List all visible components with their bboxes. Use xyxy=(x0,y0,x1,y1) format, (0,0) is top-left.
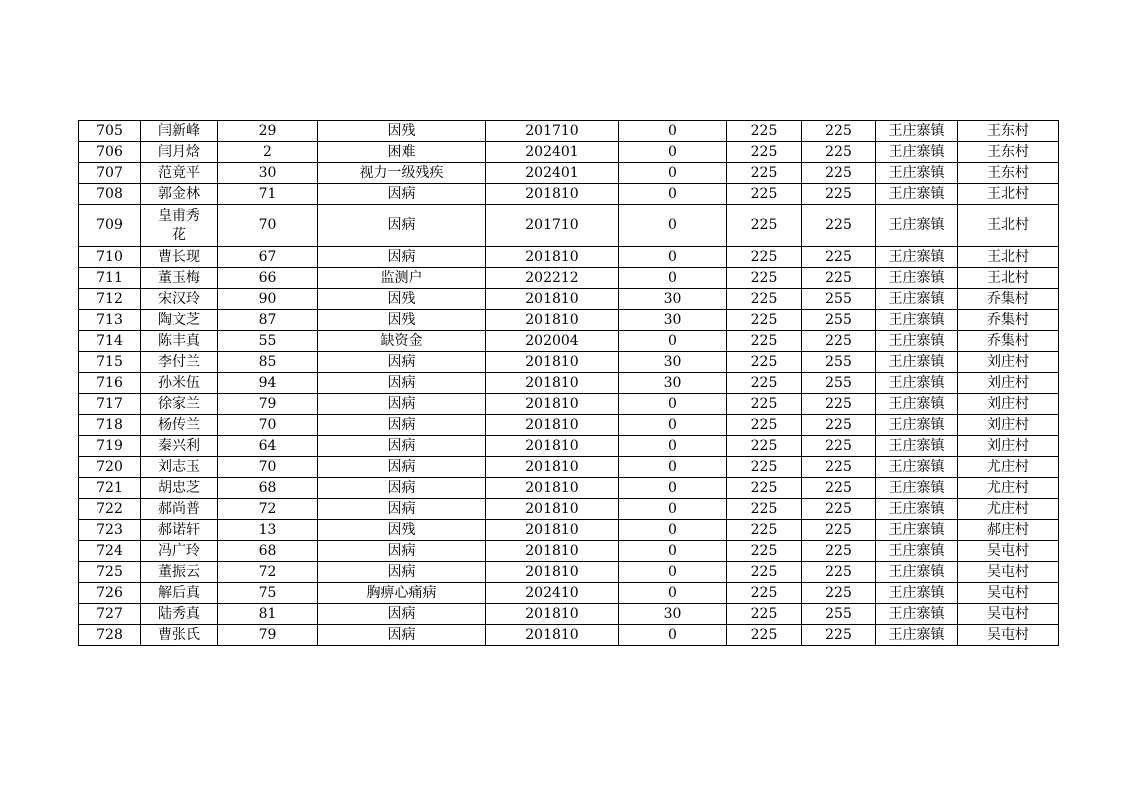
date-cell: 201710 xyxy=(486,205,619,247)
village-cell: 王北村 xyxy=(958,268,1059,289)
age-cell: 90 xyxy=(218,289,318,310)
extra-amount-cell: 0 xyxy=(619,499,727,520)
row-number-cell: 713 xyxy=(79,310,141,331)
village-cell: 王东村 xyxy=(958,163,1059,184)
age-cell: 64 xyxy=(218,436,318,457)
village-cell: 乔集村 xyxy=(958,289,1059,310)
table-row xyxy=(79,268,1059,289)
date-cell: 201810 xyxy=(486,247,619,268)
table-row xyxy=(79,625,1059,646)
extra-amount-cell: 0 xyxy=(619,436,727,457)
village-cell: 郝庄村 xyxy=(958,520,1059,541)
table-row xyxy=(79,247,1059,268)
base-amount-cell: 225 xyxy=(727,478,802,499)
town-cell: 王庄寨镇 xyxy=(876,205,958,247)
base-amount-cell: 225 xyxy=(727,205,802,247)
total-amount-cell: 225 xyxy=(802,478,876,499)
reason-cell: 因病 xyxy=(318,373,486,394)
village-cell: 吴屯村 xyxy=(958,583,1059,604)
reason-cell: 因病 xyxy=(318,457,486,478)
name-cell: 郝尚普 xyxy=(141,499,218,520)
town-cell: 王庄寨镇 xyxy=(876,604,958,625)
age-cell: 70 xyxy=(218,205,318,247)
total-amount-cell: 225 xyxy=(802,205,876,247)
table-row xyxy=(79,520,1059,541)
town-cell: 王庄寨镇 xyxy=(876,352,958,373)
row-number-cell: 710 xyxy=(79,247,141,268)
village-cell: 王东村 xyxy=(958,142,1059,163)
age-cell: 70 xyxy=(218,415,318,436)
village-cell: 王东村 xyxy=(958,121,1059,142)
name-cell: 杨传兰 xyxy=(141,415,218,436)
age-cell: 87 xyxy=(218,310,318,331)
total-amount-cell: 225 xyxy=(802,184,876,205)
row-number-cell: 724 xyxy=(79,541,141,562)
date-cell: 201810 xyxy=(486,478,619,499)
reason-cell: 因病 xyxy=(318,478,486,499)
town-cell: 王庄寨镇 xyxy=(876,478,958,499)
total-amount-cell: 225 xyxy=(802,121,876,142)
town-cell: 王庄寨镇 xyxy=(876,142,958,163)
age-cell: 30 xyxy=(218,163,318,184)
table-row xyxy=(79,583,1059,604)
base-amount-cell: 225 xyxy=(727,625,802,646)
extra-amount-cell: 0 xyxy=(619,184,727,205)
age-cell: 67 xyxy=(218,247,318,268)
total-amount-cell: 225 xyxy=(802,499,876,520)
age-cell: 85 xyxy=(218,352,318,373)
extra-amount-cell: 0 xyxy=(619,394,727,415)
town-cell: 王庄寨镇 xyxy=(876,184,958,205)
row-number-cell: 709 xyxy=(79,205,141,247)
village-cell: 吴屯村 xyxy=(958,604,1059,625)
total-amount-cell: 225 xyxy=(802,457,876,478)
extra-amount-cell: 0 xyxy=(619,583,727,604)
row-number-cell: 714 xyxy=(79,331,141,352)
table-row xyxy=(79,373,1059,394)
date-cell: 202401 xyxy=(486,163,619,184)
table-row xyxy=(79,394,1059,415)
town-cell: 王庄寨镇 xyxy=(876,163,958,184)
name-cell: 陆秀真 xyxy=(141,604,218,625)
table-row xyxy=(79,541,1059,562)
table-row xyxy=(79,352,1059,373)
extra-amount-cell: 0 xyxy=(619,268,727,289)
name-cell: 曹张氏 xyxy=(141,625,218,646)
village-cell: 吴屯村 xyxy=(958,562,1059,583)
total-amount-cell: 225 xyxy=(802,163,876,184)
date-cell: 202401 xyxy=(486,142,619,163)
town-cell: 王庄寨镇 xyxy=(876,625,958,646)
base-amount-cell: 225 xyxy=(727,436,802,457)
date-cell: 201810 xyxy=(486,436,619,457)
base-amount-cell: 225 xyxy=(727,604,802,625)
town-cell: 王庄寨镇 xyxy=(876,268,958,289)
age-cell: 81 xyxy=(218,604,318,625)
roster-table xyxy=(78,120,1059,646)
name-cell: 冯广玲 xyxy=(141,541,218,562)
reason-cell: 因残 xyxy=(318,121,486,142)
base-amount-cell: 225 xyxy=(727,520,802,541)
village-cell: 刘庄村 xyxy=(958,373,1059,394)
total-amount-cell: 255 xyxy=(802,352,876,373)
row-number-cell: 726 xyxy=(79,583,141,604)
date-cell: 201810 xyxy=(486,373,619,394)
row-number-cell: 728 xyxy=(79,625,141,646)
total-amount-cell: 225 xyxy=(802,415,876,436)
total-amount-cell: 225 xyxy=(802,142,876,163)
town-cell: 王庄寨镇 xyxy=(876,499,958,520)
reason-cell: 因病 xyxy=(318,541,486,562)
age-cell: 94 xyxy=(218,373,318,394)
extra-amount-cell: 0 xyxy=(619,142,727,163)
date-cell: 201810 xyxy=(486,184,619,205)
town-cell: 王庄寨镇 xyxy=(876,520,958,541)
age-cell: 2 xyxy=(218,142,318,163)
age-cell: 68 xyxy=(218,541,318,562)
reason-cell: 因病 xyxy=(318,625,486,646)
extra-amount-cell: 0 xyxy=(619,121,727,142)
date-cell: 201710 xyxy=(486,121,619,142)
row-number-cell: 722 xyxy=(79,499,141,520)
table-row xyxy=(79,205,1059,247)
village-cell: 王北村 xyxy=(958,247,1059,268)
total-amount-cell: 225 xyxy=(802,331,876,352)
base-amount-cell: 225 xyxy=(727,352,802,373)
village-cell: 刘庄村 xyxy=(958,352,1059,373)
table-row xyxy=(79,142,1059,163)
village-cell: 吴屯村 xyxy=(958,541,1059,562)
reason-cell: 因残 xyxy=(318,310,486,331)
table-row xyxy=(79,478,1059,499)
date-cell: 202004 xyxy=(486,331,619,352)
reason-cell: 因病 xyxy=(318,562,486,583)
table-row xyxy=(79,436,1059,457)
age-cell: 70 xyxy=(218,457,318,478)
name-cell: 郭金林 xyxy=(141,184,218,205)
reason-cell: 因残 xyxy=(318,520,486,541)
reason-cell: 因病 xyxy=(318,205,486,247)
name-cell: 孙米伍 xyxy=(141,373,218,394)
base-amount-cell: 225 xyxy=(727,541,802,562)
row-number-cell: 721 xyxy=(79,478,141,499)
row-number-cell: 723 xyxy=(79,520,141,541)
base-amount-cell: 225 xyxy=(727,331,802,352)
age-cell: 75 xyxy=(218,583,318,604)
name-cell: 刘志玉 xyxy=(141,457,218,478)
village-cell: 王北村 xyxy=(958,184,1059,205)
total-amount-cell: 225 xyxy=(802,436,876,457)
row-number-cell: 716 xyxy=(79,373,141,394)
base-amount-cell: 225 xyxy=(727,163,802,184)
date-cell: 201810 xyxy=(486,289,619,310)
date-cell: 201810 xyxy=(486,394,619,415)
roster-body xyxy=(79,121,1059,646)
date-cell: 201810 xyxy=(486,604,619,625)
reason-cell: 困难 xyxy=(318,142,486,163)
age-cell: 29 xyxy=(218,121,318,142)
date-cell: 201810 xyxy=(486,520,619,541)
row-number-cell: 706 xyxy=(79,142,141,163)
name-cell: 胡忠芝 xyxy=(141,478,218,499)
base-amount-cell: 225 xyxy=(727,142,802,163)
table-row xyxy=(79,184,1059,205)
extra-amount-cell: 30 xyxy=(619,310,727,331)
village-cell: 尤庄村 xyxy=(958,457,1059,478)
age-cell: 72 xyxy=(218,562,318,583)
extra-amount-cell: 0 xyxy=(619,247,727,268)
base-amount-cell: 225 xyxy=(727,457,802,478)
town-cell: 王庄寨镇 xyxy=(876,289,958,310)
name-cell: 皇甫秀花 xyxy=(141,205,218,247)
name-cell: 范竟平 xyxy=(141,163,218,184)
extra-amount-cell: 0 xyxy=(619,478,727,499)
date-cell: 201810 xyxy=(486,625,619,646)
name-cell: 陶文芝 xyxy=(141,310,218,331)
total-amount-cell: 225 xyxy=(802,394,876,415)
village-cell: 王北村 xyxy=(958,205,1059,247)
table-row xyxy=(79,331,1059,352)
town-cell: 王庄寨镇 xyxy=(876,562,958,583)
age-cell: 68 xyxy=(218,478,318,499)
age-cell: 79 xyxy=(218,625,318,646)
reason-cell: 监测户 xyxy=(318,268,486,289)
extra-amount-cell: 30 xyxy=(619,352,727,373)
reason-cell: 因病 xyxy=(318,415,486,436)
row-number-cell: 715 xyxy=(79,352,141,373)
row-number-cell: 718 xyxy=(79,415,141,436)
base-amount-cell: 225 xyxy=(727,310,802,331)
total-amount-cell: 225 xyxy=(802,583,876,604)
reason-cell: 胸痹心痛病 xyxy=(318,583,486,604)
total-amount-cell: 225 xyxy=(802,541,876,562)
base-amount-cell: 225 xyxy=(727,415,802,436)
town-cell: 王庄寨镇 xyxy=(876,121,958,142)
name-cell: 郝诺轩 xyxy=(141,520,218,541)
total-amount-cell: 255 xyxy=(802,373,876,394)
town-cell: 王庄寨镇 xyxy=(876,373,958,394)
reason-cell: 视力一级残疾 xyxy=(318,163,486,184)
date-cell: 202410 xyxy=(486,583,619,604)
base-amount-cell: 225 xyxy=(727,583,802,604)
age-cell: 79 xyxy=(218,394,318,415)
reason-cell: 因病 xyxy=(318,499,486,520)
extra-amount-cell: 30 xyxy=(619,289,727,310)
table-row xyxy=(79,289,1059,310)
town-cell: 王庄寨镇 xyxy=(876,310,958,331)
table-row xyxy=(79,415,1059,436)
row-number-cell: 711 xyxy=(79,268,141,289)
name-cell: 董振云 xyxy=(141,562,218,583)
base-amount-cell: 225 xyxy=(727,394,802,415)
total-amount-cell: 225 xyxy=(802,247,876,268)
table-row xyxy=(79,604,1059,625)
row-number-cell: 727 xyxy=(79,604,141,625)
row-number-cell: 720 xyxy=(79,457,141,478)
date-cell: 201810 xyxy=(486,562,619,583)
reason-cell: 因病 xyxy=(318,394,486,415)
row-number-cell: 708 xyxy=(79,184,141,205)
reason-cell: 缺资金 xyxy=(318,331,486,352)
name-cell: 陈丰真 xyxy=(141,331,218,352)
row-number-cell: 705 xyxy=(79,121,141,142)
base-amount-cell: 225 xyxy=(727,562,802,583)
name-cell: 闫新峰 xyxy=(141,121,218,142)
age-cell: 66 xyxy=(218,268,318,289)
extra-amount-cell: 0 xyxy=(619,415,727,436)
date-cell: 201810 xyxy=(486,310,619,331)
base-amount-cell: 225 xyxy=(727,289,802,310)
extra-amount-cell: 30 xyxy=(619,373,727,394)
town-cell: 王庄寨镇 xyxy=(876,541,958,562)
reason-cell: 因病 xyxy=(318,352,486,373)
town-cell: 王庄寨镇 xyxy=(876,247,958,268)
total-amount-cell: 255 xyxy=(802,604,876,625)
reason-cell: 因残 xyxy=(318,289,486,310)
reason-cell: 因病 xyxy=(318,247,486,268)
table-row xyxy=(79,310,1059,331)
row-number-cell: 725 xyxy=(79,562,141,583)
extra-amount-cell: 0 xyxy=(619,457,727,478)
extra-amount-cell: 0 xyxy=(619,163,727,184)
total-amount-cell: 255 xyxy=(802,289,876,310)
date-cell: 201810 xyxy=(486,499,619,520)
extra-amount-cell: 0 xyxy=(619,562,727,583)
name-cell: 闫月焓 xyxy=(141,142,218,163)
village-cell: 尤庄村 xyxy=(958,499,1059,520)
name-cell: 徐家兰 xyxy=(141,394,218,415)
age-cell: 55 xyxy=(218,331,318,352)
base-amount-cell: 225 xyxy=(727,268,802,289)
table-row xyxy=(79,562,1059,583)
row-number-cell: 712 xyxy=(79,289,141,310)
base-amount-cell: 225 xyxy=(727,184,802,205)
town-cell: 王庄寨镇 xyxy=(876,436,958,457)
village-cell: 刘庄村 xyxy=(958,436,1059,457)
village-cell: 乔集村 xyxy=(958,310,1059,331)
total-amount-cell: 225 xyxy=(802,520,876,541)
town-cell: 王庄寨镇 xyxy=(876,415,958,436)
table-row xyxy=(79,457,1059,478)
base-amount-cell: 225 xyxy=(727,499,802,520)
total-amount-cell: 255 xyxy=(802,310,876,331)
date-cell: 202212 xyxy=(486,268,619,289)
extra-amount-cell: 30 xyxy=(619,604,727,625)
base-amount-cell: 225 xyxy=(727,373,802,394)
town-cell: 王庄寨镇 xyxy=(876,394,958,415)
town-cell: 王庄寨镇 xyxy=(876,583,958,604)
reason-cell: 因病 xyxy=(318,436,486,457)
table-row xyxy=(79,121,1059,142)
date-cell: 201810 xyxy=(486,352,619,373)
village-cell: 尤庄村 xyxy=(958,478,1059,499)
name-cell: 解后真 xyxy=(141,583,218,604)
reason-cell: 因病 xyxy=(318,184,486,205)
extra-amount-cell: 0 xyxy=(619,331,727,352)
base-amount-cell: 225 xyxy=(727,121,802,142)
row-number-cell: 717 xyxy=(79,394,141,415)
town-cell: 王庄寨镇 xyxy=(876,331,958,352)
age-cell: 72 xyxy=(218,499,318,520)
village-cell: 刘庄村 xyxy=(958,415,1059,436)
village-cell: 刘庄村 xyxy=(958,394,1059,415)
extra-amount-cell: 0 xyxy=(619,625,727,646)
name-cell: 董玉梅 xyxy=(141,268,218,289)
age-cell: 71 xyxy=(218,184,318,205)
name-cell: 李付兰 xyxy=(141,352,218,373)
extra-amount-cell: 0 xyxy=(619,541,727,562)
name-cell: 曹长现 xyxy=(141,247,218,268)
base-amount-cell: 225 xyxy=(727,247,802,268)
date-cell: 201810 xyxy=(486,457,619,478)
table-row xyxy=(79,163,1059,184)
row-number-cell: 707 xyxy=(79,163,141,184)
date-cell: 201810 xyxy=(486,415,619,436)
total-amount-cell: 225 xyxy=(802,562,876,583)
village-cell: 乔集村 xyxy=(958,331,1059,352)
total-amount-cell: 225 xyxy=(802,625,876,646)
row-number-cell: 719 xyxy=(79,436,141,457)
reason-cell: 因病 xyxy=(318,604,486,625)
extra-amount-cell: 0 xyxy=(619,205,727,247)
total-amount-cell: 225 xyxy=(802,268,876,289)
name-cell: 宋汉玲 xyxy=(141,289,218,310)
town-cell: 王庄寨镇 xyxy=(876,457,958,478)
date-cell: 201810 xyxy=(486,541,619,562)
extra-amount-cell: 0 xyxy=(619,520,727,541)
age-cell: 13 xyxy=(218,520,318,541)
table-row xyxy=(79,499,1059,520)
village-cell: 吴屯村 xyxy=(958,625,1059,646)
name-cell: 秦兴利 xyxy=(141,436,218,457)
